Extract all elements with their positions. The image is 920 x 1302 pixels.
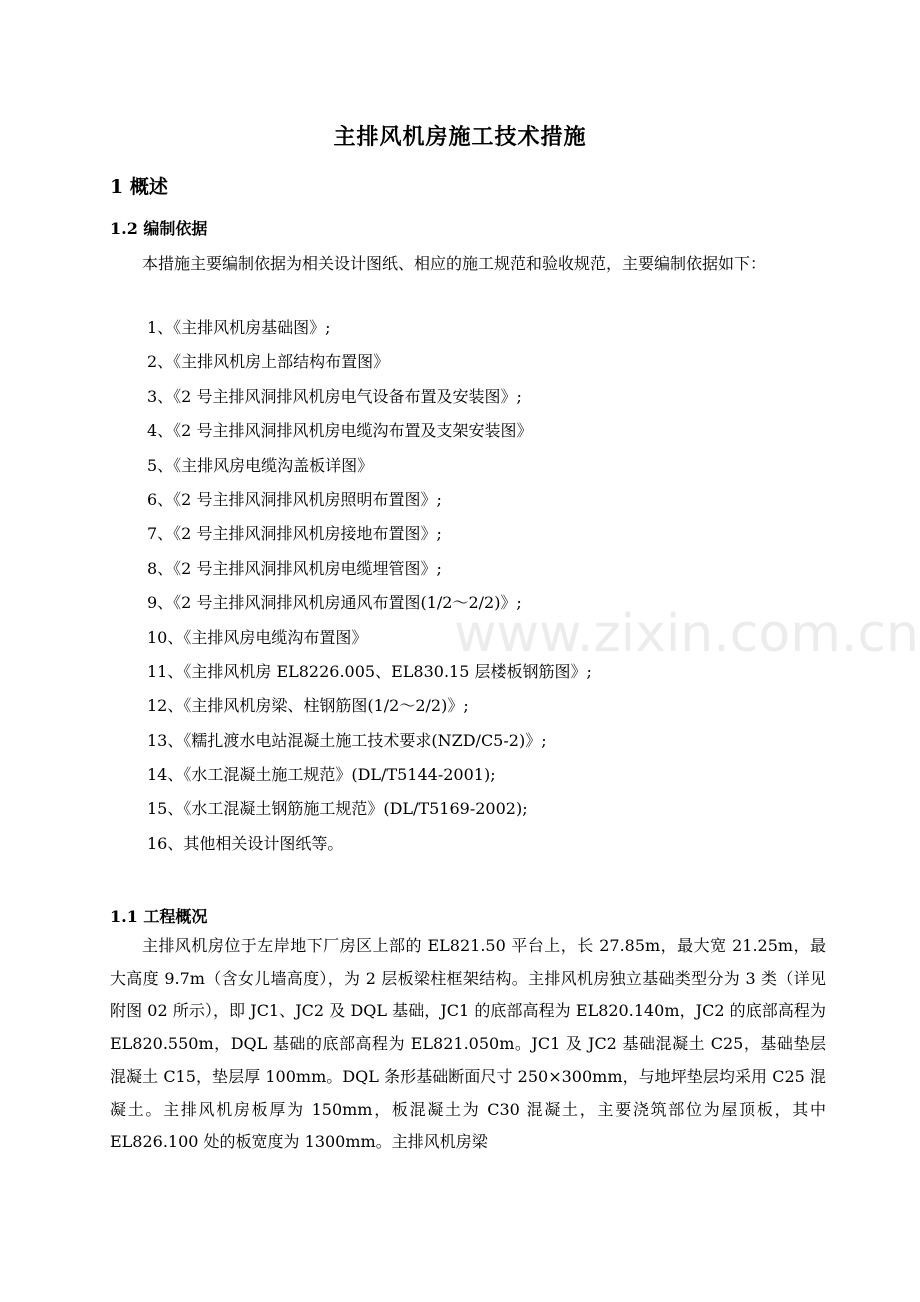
reference-item: 8、《2 号主排风洞排风机房电缆埋管图》; xyxy=(147,558,442,578)
reference-item: 4、《2 号主排风洞排风机房电缆沟布置及支架安装图》 xyxy=(147,421,533,441)
reference-item: 13、《糯扎渡水电站混凝土施工技术要求(NZD/C5-2)》; xyxy=(147,730,547,750)
basis-intro-paragraph: 本措施主要编制依据为相关设计图纸、相应的施工规范和验收规范，主要编制依据如下： xyxy=(142,254,767,273)
document-title: 主排风机房施工技术措施 xyxy=(333,124,587,150)
reference-list xyxy=(147,311,592,861)
reference-item: 10、《主排风房电缆沟布置图》 xyxy=(147,627,368,647)
section-heading-project-overview: 1.1 工程概况 xyxy=(110,907,208,926)
reference-item: 16、其他相关设计图纸等。 xyxy=(147,833,344,853)
project-overview-paragraph: 主排风机房位于左岸地下厂房区上部的 EL821.50 平台上，长 27.85m，最大宽 21.25m，最大高度 9.7m（含女儿墙高度），为 2 层板梁柱框架结构。主排风机房独立基础类型分为 3 类（详见附图 02 所示），即 JC1、JC2 及 DQL 基础，JC1 的底部高程为 EL820.140m，JC2 的底部高程为 EL820.550m，DQL 基础的底部高程为 EL821.050m。JC1 及 JC2 基础混凝土 C25，基础垫层混凝土 C15，垫层厚 100mm。DQL 条形基础断面尺寸 250×300mm，与地坪垫层均采用 C25 混凝土。主排风机房板厚为 150mm，板混凝土为 C30 混凝土，主要浇筑部位为屋顶板，其中 EL826.100 处的板宽度为 1300mm。主排风机房梁 xyxy=(110,936,826,1152)
reference-item: 6、《2 号主排风洞排风机房照明布置图》; xyxy=(147,489,442,509)
reference-item: 14、《水工混凝土施工规范》(DL/T5144-2001); xyxy=(147,765,496,785)
reference-item: 11、《主排风机房 EL8226.005、EL830.15 层楼板钢筋图》; xyxy=(147,661,592,681)
reference-item: 12、《主排风机房梁、柱钢筋图(1/2～2/2)》; xyxy=(147,696,469,716)
reference-item: 7、《2 号主排风洞排风机房接地布置图》; xyxy=(147,524,442,544)
watermark: www.zixin.com.cn xyxy=(454,604,919,664)
reference-item: 5、《主排风房电缆沟盖板详图》 xyxy=(147,455,374,475)
reference-item: 15、《水工混凝土钢筋施工规范》(DL/T5169-2002); xyxy=(147,799,528,819)
reference-item: 3、《2 号主排风洞排风机房电气设备布置及安装图》; xyxy=(147,386,522,406)
reference-item: 2、《主排风机房上部结构布置图》 xyxy=(147,352,390,372)
section-heading-overview: 1 概述 xyxy=(110,176,168,198)
section-heading-basis: 1.2 编制依据 xyxy=(110,219,208,238)
reference-item: 1、《主排风机房基础图》; xyxy=(147,318,331,337)
reference-item: 9、《2 号主排风洞排风机房通风布置图(1/2～2/2)》; xyxy=(147,593,522,613)
